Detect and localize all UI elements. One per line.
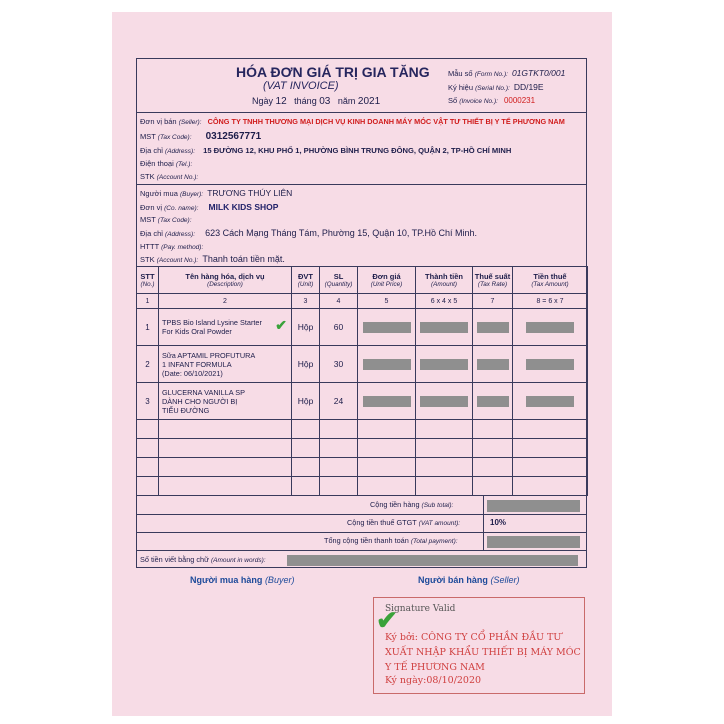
desc-line: DÀNH CHO NGƯỜI BỊ — [162, 396, 238, 406]
col-index: 7 — [473, 294, 513, 309]
buyer-tax-code: MST (Tax Code): — [140, 215, 192, 224]
row-description — [159, 309, 292, 346]
row-tax-amount — [513, 383, 588, 420]
signed-by: Ký bởi: CÔNG TY CỔ PHẦN ĐẦU TƯ XUẤT NHẬP KHẨU THIẾT BỊ MÁY MÓC Y TẾ PHƯƠNG NAM — [385, 632, 581, 673]
total-payment-value — [487, 536, 580, 548]
total-payment-label: Tổng cộng tiền thanh toán (Total payment): — [324, 536, 458, 545]
desc-line: GLUCERNA VANILLA SP — [162, 387, 246, 397]
buyer-company: Đơn vị (Co. name): MILK KIDS SHOP — [140, 202, 279, 212]
invoice-number: Số (Invoice No.): 0000231 — [448, 96, 536, 105]
row-tax-rate — [473, 383, 513, 420]
row-no: 3 — [137, 383, 159, 420]
empty-row — [137, 477, 588, 496]
col-index: 6 x 4 x 5 — [416, 294, 473, 309]
col-index: 3 — [292, 294, 320, 309]
row-quantity: 30 — [320, 346, 358, 383]
row-amount — [416, 383, 473, 420]
header-description: Tên hàng hóa, dịch vụ (Description) — [159, 267, 292, 294]
col-index: 2 — [159, 294, 292, 309]
empty-row — [137, 439, 588, 458]
row-unit-price — [358, 346, 416, 383]
desc-line: TIỂU ĐƯỜNG — [162, 405, 210, 415]
row-unit-price — [358, 383, 416, 420]
header-no: STT (No.) — [137, 267, 159, 294]
row-unit-price — [358, 309, 416, 346]
row-tax-amount — [513, 346, 588, 383]
row-unit: Hộp — [292, 309, 320, 346]
row-description — [159, 383, 292, 420]
seller-signature-label: Người bán hàng (Seller) — [418, 575, 520, 585]
empty-row — [137, 458, 588, 477]
invoice-date: Ngày 12 tháng 03 năm 2021 — [252, 96, 381, 107]
header-tax-amount: Tiền thuế (Tax Amount) — [513, 267, 588, 294]
items-table — [136, 266, 588, 496]
divider — [136, 112, 587, 113]
divider — [136, 184, 587, 185]
divider — [136, 514, 587, 515]
header-unit-price: Đơn giá (Unit Price) — [358, 267, 416, 294]
seller-phone: Điện thoại (Tel.): — [140, 159, 193, 168]
form-number: Mẫu số (Form No.): 01GTKT0/001 — [448, 68, 566, 78]
checkmark-icon: ✔ — [275, 317, 287, 333]
amount-in-words-label: Số tiền viết bằng chữ (Amount in words): — [140, 555, 266, 564]
row-no: 2 — [137, 346, 159, 383]
row-tax-rate — [473, 309, 513, 346]
table-row — [137, 383, 588, 420]
buyer-signature-label: Người mua hàng (Buyer) — [190, 575, 295, 585]
row-unit: Hộp — [292, 346, 320, 383]
header-unit: ĐVT (Unit) — [292, 267, 320, 294]
row-no: 1 — [137, 309, 159, 346]
subtotal-value — [487, 500, 580, 512]
buyer-account: STK (Account No.): Thanh toán tiền mặt. — [140, 254, 285, 264]
divider — [136, 550, 587, 551]
table-row — [137, 346, 588, 383]
empty-row — [137, 420, 588, 439]
invoice-subtitle: (VAT INVOICE) — [263, 80, 339, 92]
column-index-row — [137, 294, 588, 309]
serial-number: Ký hiệu (Serial No.): DD/19E — [448, 82, 544, 92]
row-unit: Hộp — [292, 383, 320, 420]
seller-tax-code: MST (Tax Code): 0312567771 — [140, 131, 262, 142]
row-tax-amount — [513, 309, 588, 346]
seller-name: Đơn vị bán (Seller): CÔNG TY TNHH THƯƠNG MẠI DỊCH VỤ KINH DOANH MÁY MÓC VẬT TƯ THIẾT BỊ Y TẾ PHƯƠNG NAM — [140, 117, 565, 126]
col-index: 5 — [358, 294, 416, 309]
desc-line: Sữa APTAMIL PROFUTURA — [162, 350, 256, 360]
row-quantity: 24 — [320, 383, 358, 420]
amount-in-words-value — [287, 555, 578, 566]
table-header-row — [137, 267, 588, 294]
col-index: 8 = 6 x 7 — [513, 294, 588, 309]
vat-rate: 10% — [490, 518, 507, 527]
col-index: 4 — [320, 294, 358, 309]
vat-amount-label: Cộng tiền thuế GTGT (VAT amount): — [347, 518, 461, 527]
header-amount: Thành tiền (Amount) — [416, 267, 473, 294]
buyer-address: Địa chỉ (Address): 623 Cách Mạng Tháng Tám, Phường 15, Quận 10, TP.Hồ Chí Minh. — [140, 228, 478, 238]
signed-date: Ký ngày:08/10/2020 — [385, 675, 482, 686]
row-amount — [416, 309, 473, 346]
buyer-payment-method: HTTT (Pay. method): — [140, 242, 204, 251]
desc-line: (Date: 06/10/2021) — [162, 368, 223, 378]
table-row — [137, 309, 588, 346]
row-tax-rate — [473, 346, 513, 383]
signature-valid-title: Signature Valid — [385, 604, 456, 614]
desc-line: For Kids Oral Powder — [162, 327, 232, 336]
row-amount — [416, 346, 473, 383]
invoice-title: HÓA ĐƠN GIÁ TRỊ GIA TĂNG — [236, 64, 430, 80]
digital-signature-stamp — [373, 597, 585, 694]
row-quantity: 60 — [320, 309, 358, 346]
seller-address: Địa chỉ (Address): 15 ĐƯỜNG 12, KHU PHỐ 1, PHƯỜNG BÌNH TRƯNG ĐÔNG, QUẬN 2, TP-HỒ CHÍ MINH — [140, 146, 512, 155]
divider — [136, 532, 587, 533]
subtotal-label: Cộng tiền hàng (Sub total): — [370, 500, 454, 509]
desc-line: 1 INFANT FORMULA — [162, 359, 232, 369]
col-index: 1 — [137, 294, 159, 309]
buyer-name: Người mua (Buyer): TRƯƠNG THÚY LIÊN — [140, 188, 293, 198]
header-quantity: SL (Quantity) — [320, 267, 358, 294]
seller-account: STK (Account No.): — [140, 172, 199, 181]
divider — [483, 496, 484, 550]
desc-line: TPBS Bio Island Lysine Starter — [162, 318, 262, 327]
row-description — [159, 346, 292, 383]
header-tax-rate: Thuế suất (Tax Rate) — [473, 267, 513, 294]
checkmark-icon: ✔ — [376, 606, 398, 636]
